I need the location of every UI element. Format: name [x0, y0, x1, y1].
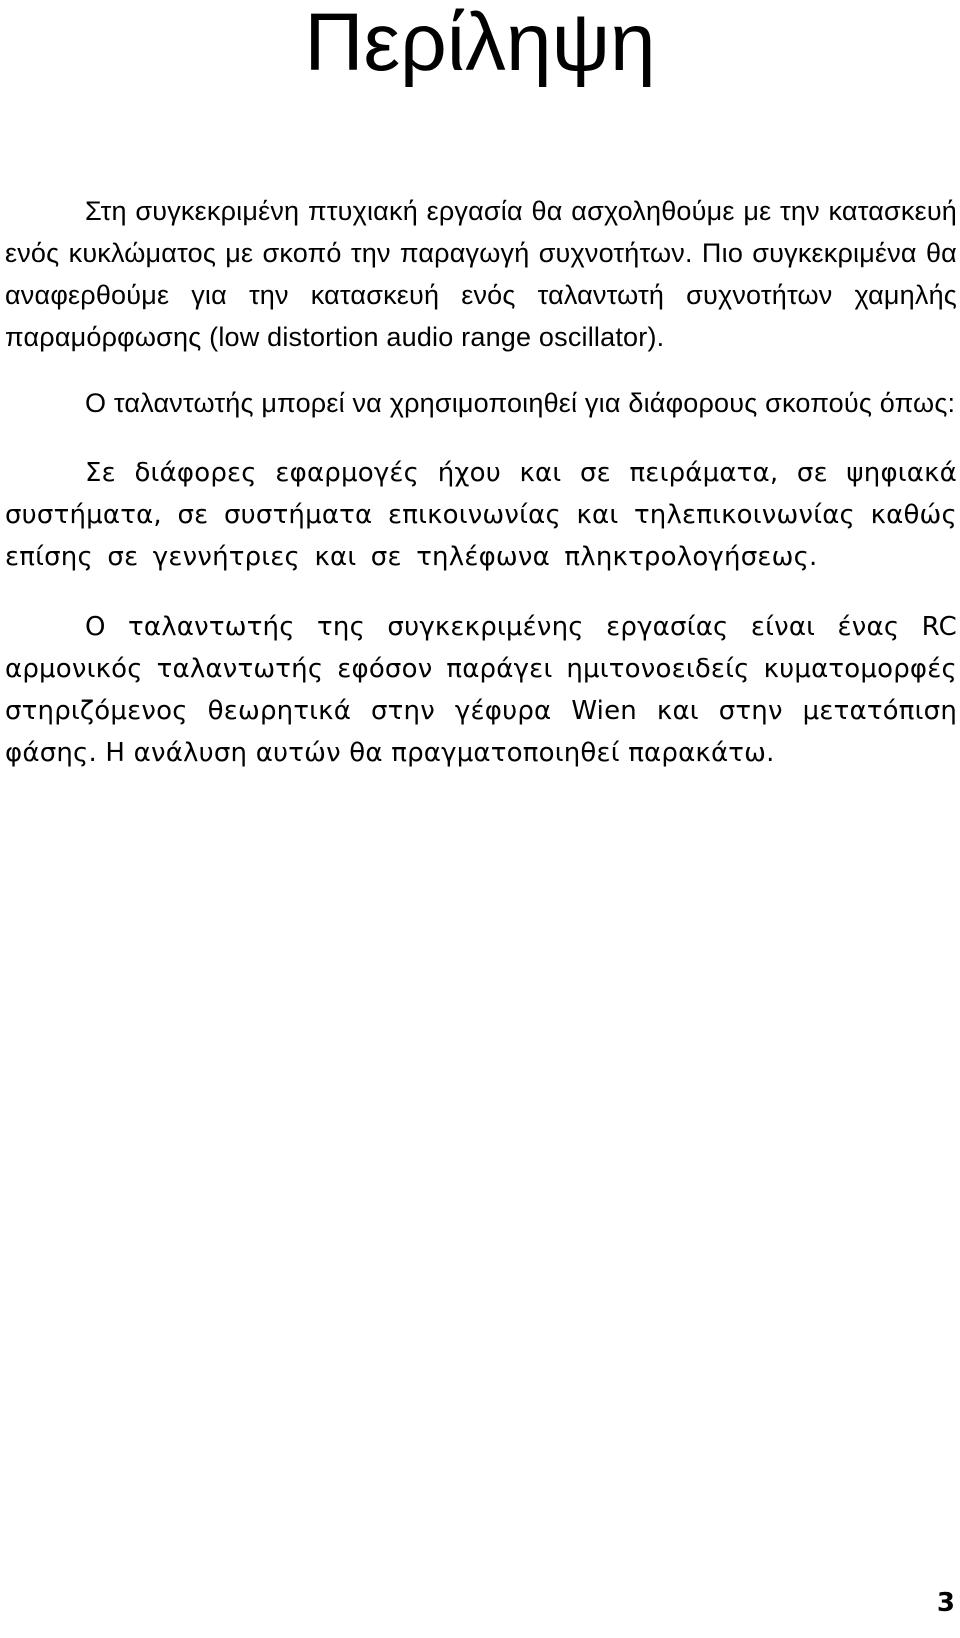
document-body — [5, 190, 957, 774]
page-number: 3 — [936, 1588, 955, 1618]
paragraph-uses-intro: Ο ταλαντωτής μπορεί να χρησιμοποιηθεί για διάφορους σκοπούς όπως: — [85, 388, 956, 418]
page-title: Περίληψη — [304, 0, 656, 88]
paragraph-oscillator-type: Ο ταλαντωτής της συγκεκριμένης εργασίας είναι ένας RC αρμονικός ταλαντωτής εφόσον παράγει ημιτονοειδείς κυματομορφές στηριζόμενος θεωρητικά στην γέφυρα Wien και στην μετατόπιση φάσης. Η ανάλυση αυτών θα πραγματοποιηθεί παρακάτω. — [5, 612, 957, 768]
paragraph-applications: Σε διάφορες εφαρμογές ήχου και σε πειράματα, σε ψηφιακά συστήματα, σε συστήματα επικοινωνίας και τηλεπικοινωνίας καθώς επίσης σε γεννήτριες και σε τηλέφωνα πληκτρολογήσεως. — [5, 458, 957, 572]
paragraph-intro: Στη συγκεκριμένη πτυχιακή εργασία θα ασχοληθούμε με την κατασκευή ενός κυκλώματος με σκοπό την παραγωγή συχνοτήτων. Πιο συγκεκριμένα θα αναφερθούμε για την κατασκευή ενός ταλαντωτή συχνοτήτων χαμηλής παραμόρφωσης (low distortion audio range oscillator). — [5, 196, 957, 352]
